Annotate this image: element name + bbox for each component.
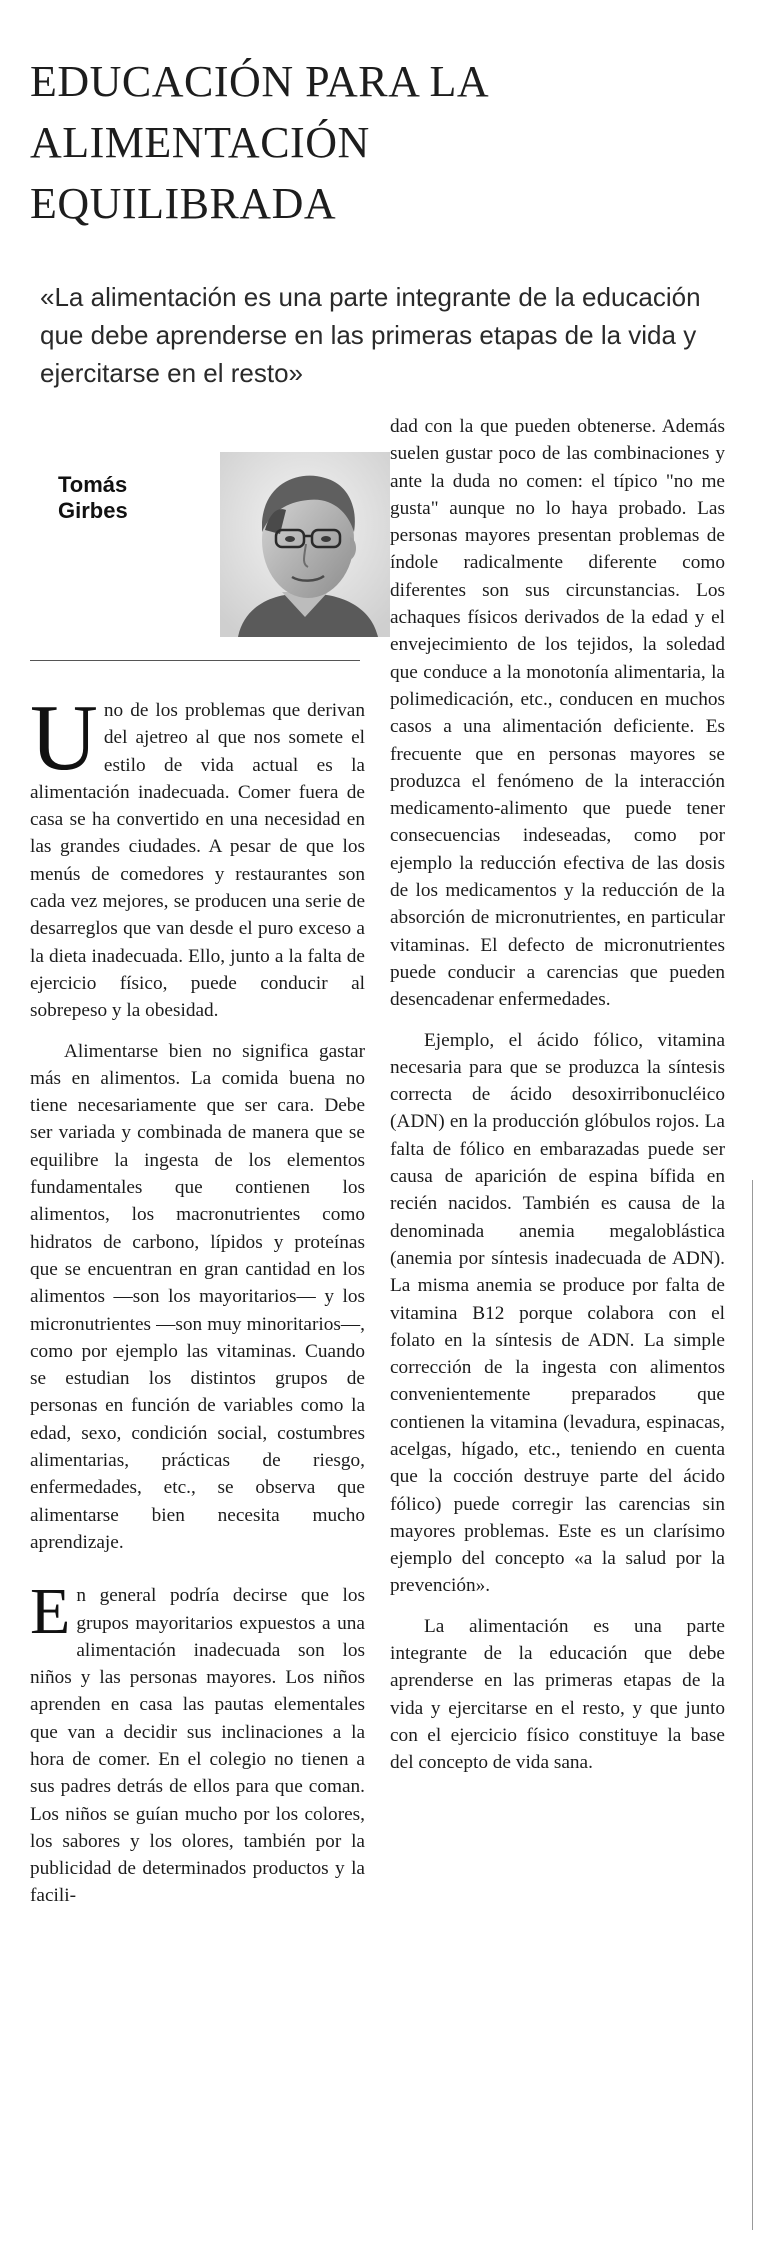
paragraph: dad con la que pueden obtenerse. Además suelen gustar poco de las combinaciones y ante la duda no comen: el típico "no me gusta" aunque no lo haya probado. Las personas mayores presentan problemas de índole radicalmente diferente como diferentes son sus circunstancias. Los achaques físicos derivados de la edad y el envejecimiento de los tejidos, la soledad que conduce a la monotonía alimentaria, la polimedicación, etc., conducen en muchos casos a una alimentación deficiente. Es frecuente que en personas mayores se produzca el fenómeno de la interacción medicamento-alimento que puede tener consecuencias indeseadas, como por ejemplo la reducción efectiva de las dosis de los medicamentos y la reducción de la absorción de micronutrientes, en particular vitaminas. El defecto de micronutrientes puede conducir a carencias que pueden desencadenar enfermedades.	[390, 416, 725, 1011]
author-photo	[220, 452, 390, 637]
paragraph: La alimentación es una parte integrante de la educación que debe aprenderse en las primeras etapas de la vida y ejercitarse en el resto, y que junto con el ejercicio físico constituye la base del concepto de vida sana.	[390, 1615, 725, 1774]
byline-divider	[30, 660, 360, 661]
paragraph: Alimentarse bien no significa gastar más en alimentos. La comida buena no tiene necesariamente que ser cara. Debe ser variada y combinada de manera que se equilibre la ingesta de los elementos fundamentales que contienen los alimentos, los macronutrientes como hidratos de carbono, lípidos y proteínas que se encuentran en gran cantidad en los alimentos —son los mayoritarios— y los micronutrientes —son muy minoritarios—, como por ejemplo las vitaminas. Cuando se estudian los distintos grupos de personas en función de variables como la edad, sexo, condición social, costumbres alimentarias, prácticas de riesgo, enfermedades, etc., se observa que alimentarse bien necesita mucho aprendizaje.	[30, 1040, 365, 1553]
title-line: EDUCACIÓN PARA LA	[30, 57, 490, 107]
author-name	[58, 472, 128, 524]
left-column	[30, 686, 365, 1910]
author-first-name: Tomás	[58, 472, 128, 497]
author-last-name: Girbes	[58, 498, 128, 523]
title-line: ALIMENTACIÓN	[30, 118, 370, 168]
column-edge-rule	[752, 1180, 753, 2230]
paragraph: Ejemplo, el ácido fólico, vitamina necesaria para que se produzca la síntesis correcta de ácido desoxirribonucléico (ADN) en la producción glóbulos rojos. La falta de fólico en embarazadas puede ser causa de aparición de espina bífida en recién nacidos. También es causa de la denominada anemia megaloblástica (anemia por síntesis inadecuada de ADN). La misma anemia se produce por falta de vitamina B12 porque colabora con el folato en la síntesis de ADN. La simple corrección de la ingesta con alimentos convenientemente preparados que contienen la vitamina (levadura, espinacas, acelgas, hígado, etc., teniendo en cuenta que la cocción destruye parte del ácido fólico) puede corregir las carencias sin mayores problemas. Este es un clarísimo ejemplo del concepto «a la salud por la prevención».	[390, 1029, 725, 1597]
article-title	[30, 51, 730, 234]
title-line: EQUILIBRADA	[30, 179, 337, 229]
author-byline	[30, 452, 390, 662]
lead-quote: «La alimentación es una parte integrante de la educación que debe aprenderse en las primeras etapas de la vida y ejercitarse en el resto»	[40, 282, 701, 388]
right-column	[390, 413, 725, 1777]
paragraph: Uno de los problemas que derivan del ajetreo al que nos somete el estilo de vida actual es la alimentación inadecuada. Comer fuera de casa se ha convertido en una necesidad en las grandes ciudades. A pesar de que los menús de comedores y restaurantes son cada vez mejores, se producen una serie de desarreglos que van desde el puro exceso a la dieta inadecuada. Ello, junto a la falta de ejercicio físico, puede conducir al sobrepeso y la obesidad.	[30, 686, 365, 1022]
paragraph: En general podría decirse que los grupos mayoritarios expuestos a una alimentación inadecuada son los niños y las personas mayores. Los niños aprenden en casa las pautas elementales que van a decidir sus inclinaciones a la hora de comer. En el colegio no tienen a sus padres detrás de ellos para que coman. Los niños se guían mucho por los colores, los sabores y los olores, también por la publicidad de determinados productos y la facili-	[30, 1575, 365, 1907]
